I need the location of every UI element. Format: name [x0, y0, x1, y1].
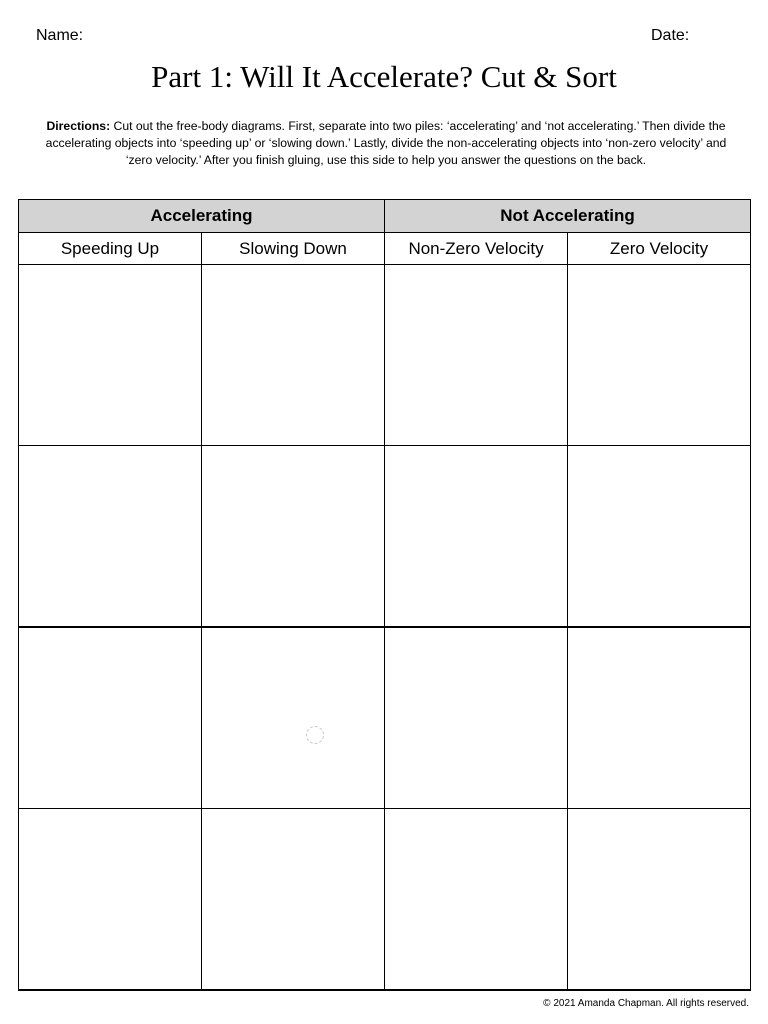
- directions-text: Cut out the free-body diagrams. First, separate into two piles: ‘accelerating’ and ‘not accelerating.’ Then divide the accelerating objects into ‘speeding up’ or ‘slowing down.’ Lastly, divide the non-accelerating objects into ‘non-zero velocity’ and ‘zero velocity.’ After you finish gluing, use this side to help you answer the questions on the back.: [45, 119, 727, 167]
- directions: [36, 118, 736, 169]
- glue-cell: [385, 809, 568, 991]
- glue-cell: [568, 446, 751, 628]
- glue-cell: [385, 265, 568, 446]
- table-row: [19, 627, 751, 809]
- glue-cell: [568, 627, 751, 809]
- sort-table: [18, 199, 751, 991]
- loading-spinner-icon: [306, 726, 324, 744]
- column-header-zero-velocity: Zero Velocity: [568, 233, 751, 265]
- table-row: [19, 446, 751, 628]
- glue-cell: [19, 627, 202, 809]
- date-label: Date:: [651, 27, 690, 44]
- glue-cell: [19, 265, 202, 446]
- glue-cell: [202, 809, 385, 991]
- group-header-accelerating: Accelerating: [19, 200, 385, 233]
- glue-cell: [202, 446, 385, 628]
- group-header-row: [19, 200, 751, 233]
- name-label: Name:: [36, 27, 84, 44]
- glue-cell: [385, 446, 568, 628]
- copyright-footer: © 2021 Amanda Chapman. All rights reserved.: [543, 998, 749, 1009]
- glue-cell: [568, 809, 751, 991]
- group-header-not-accelerating: Not Accelerating: [385, 200, 751, 233]
- directions-label: Directions:: [46, 119, 111, 133]
- glue-cell: [19, 446, 202, 628]
- glue-cell: [385, 627, 568, 809]
- column-header-row: [19, 233, 751, 265]
- table-row: [19, 809, 751, 991]
- glue-cell: [19, 809, 202, 991]
- column-header-slowing-down: Slowing Down: [202, 233, 385, 265]
- table-row: [19, 265, 751, 446]
- glue-cell: [202, 265, 385, 446]
- glue-cell: [568, 265, 751, 446]
- page-title: Part 1: Will It Accelerate? Cut & Sort: [151, 59, 617, 94]
- column-header-non-zero-velocity: Non-Zero Velocity: [385, 233, 568, 265]
- glue-cell: [202, 627, 385, 809]
- column-header-speeding-up: Speeding Up: [19, 233, 202, 265]
